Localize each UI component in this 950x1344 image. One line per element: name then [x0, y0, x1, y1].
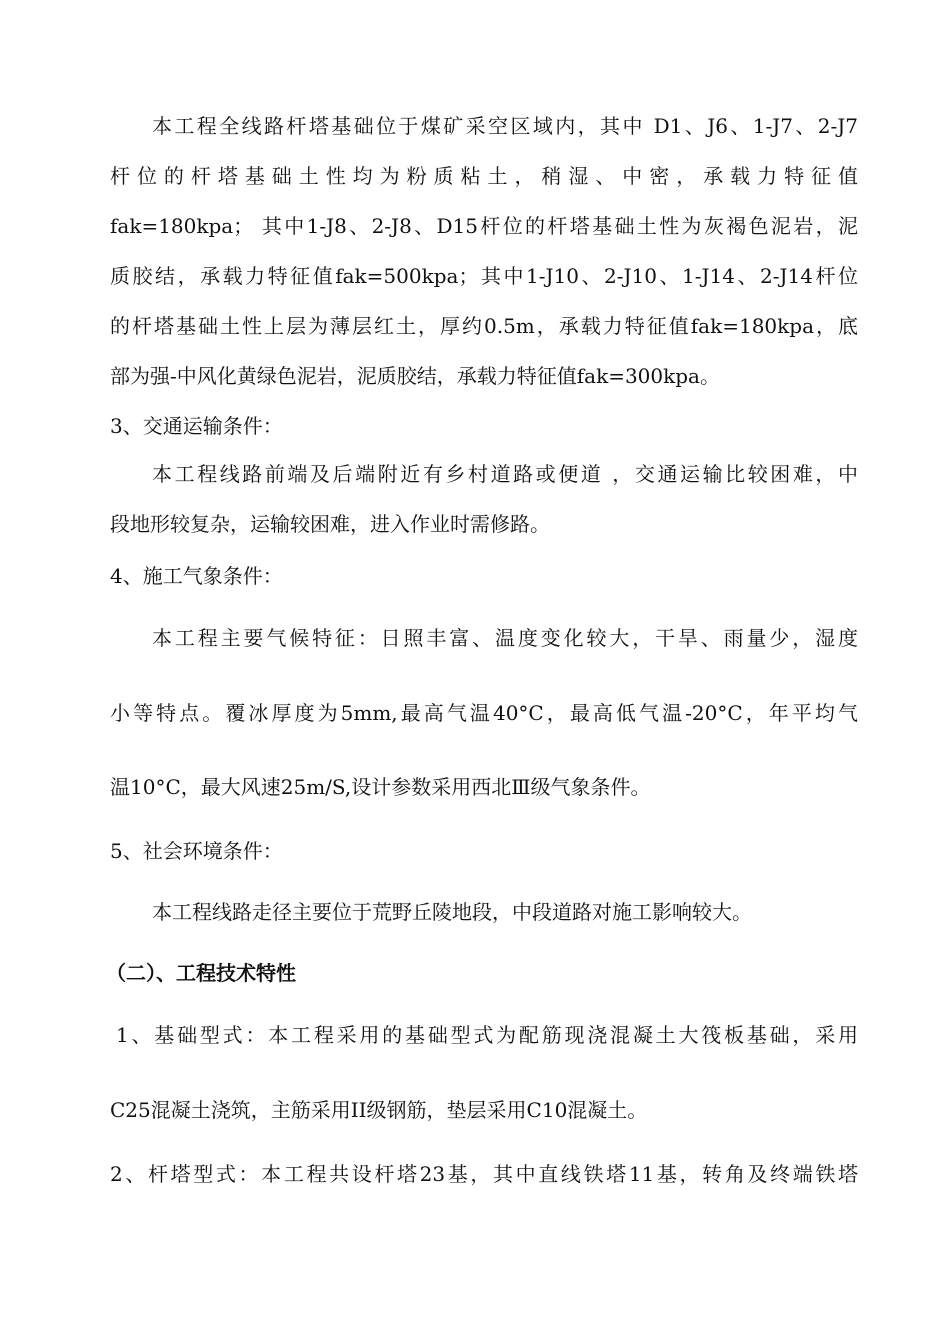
- tech-item1-line-1: 1、基础型式：本工程采用的基础型式为配筋现浇混凝土大筏板基础，采用: [116, 1023, 858, 1047]
- traffic-heading: 3、交通运输条件：: [110, 414, 283, 438]
- weather-line-1: 本工程主要气候特征：日照丰富、温度变化较大，干旱、雨量少，湿度: [152, 626, 858, 650]
- traffic-line-1: 本工程线路前端及后端附近有乡村道路或便道 ，交通运输比较困难，中: [152, 462, 858, 486]
- geology-line-5: 的杆塔基础土性上层为薄层红土，厚约0.5m，承载力特征值fak=180kpa，底: [110, 314, 858, 338]
- social-heading: 5、社会环境条件：: [110, 839, 283, 863]
- tech-item2-line-1: 2、杆塔型式：本工程共设杆塔23基，其中直线铁塔11基，转角及终端铁塔: [110, 1162, 858, 1186]
- weather-heading: 4、施工气象条件：: [110, 564, 283, 588]
- geology-line-1: 本工程全线路杆塔基础位于煤矿采空区域内，其中 D1、J6、1-J7、2-J7: [152, 114, 858, 138]
- geology-line-4: 质胶结，承载力特征值fak=500kpa；其中1-J10、2-J10、1-J14、2-J14杆位: [110, 264, 858, 288]
- weather-line-3: 温10°C，最大风速25m/S,设计参数采用西北Ⅲ级气象条件。: [110, 775, 651, 799]
- geology-line-2: 杆位的杆塔基础土性均为粉质粘土，稍湿、中密，承载力特征值: [110, 164, 858, 188]
- tech-item1-line-2: C25混凝土浇筑，主筋采用ⅠⅠ级钢筋，垫层采用C10混凝土。: [110, 1098, 648, 1122]
- section-title-tech: （二）、工程技术特性: [106, 961, 296, 985]
- geology-line-6: 部为强-中风化黄绿色泥岩，泥质胶结，承载力特征值fak=300kpa。: [110, 364, 720, 388]
- traffic-line-2: 段地形较复杂，运输较困难，进入作业时需修路。: [110, 512, 550, 536]
- geology-line-3: fak=180kpa； 其中1-J8、2-J8、D15杆位的杆塔基础土性为灰褐色泥岩，泥: [110, 214, 858, 238]
- weather-line-2: 小等特点。覆冰厚度为5mm,最高气温40°C，最高低气温-20°C，年平均气: [110, 701, 858, 725]
- social-line-1: 本工程线路走径主要位于荒野丘陵地段，中段道路对施工影响较大。: [152, 900, 752, 924]
